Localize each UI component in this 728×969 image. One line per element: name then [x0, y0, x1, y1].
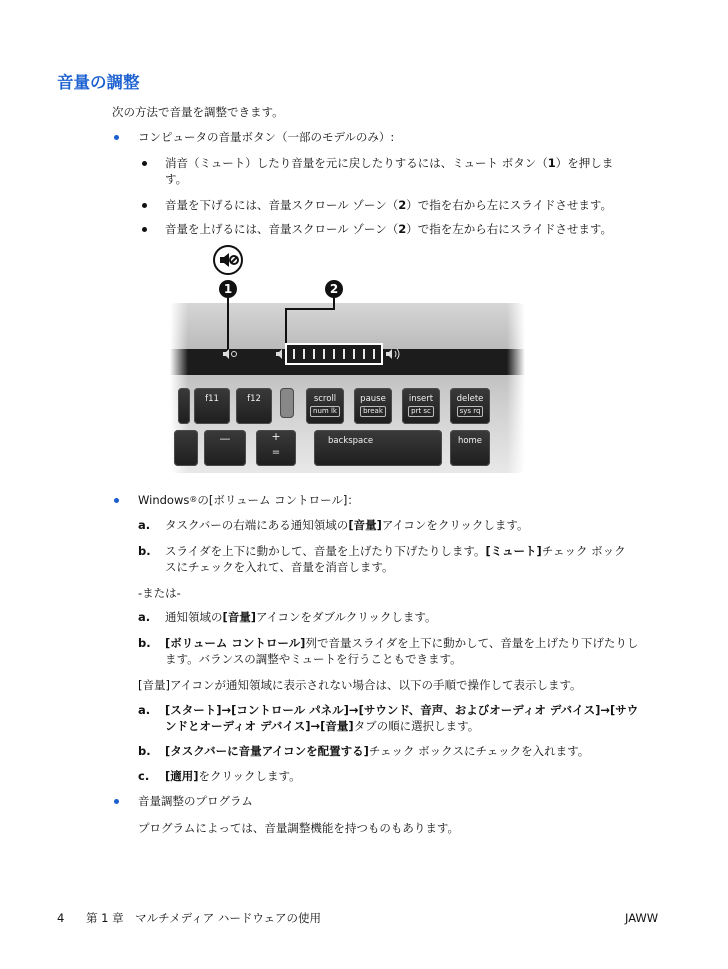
- bullet: [142, 161, 147, 166]
- bullet: [142, 227, 147, 232]
- key-minus: —: [204, 430, 246, 466]
- volume-down-instruction: 音量を下げるには、音量スクロール ゾーン（2）で指を右から左にスライドさせます。: [165, 198, 612, 212]
- step-label: b.: [138, 544, 151, 558]
- key-f11: f11: [194, 388, 230, 424]
- callout-2: 2: [325, 280, 343, 298]
- bullet: [142, 203, 147, 208]
- intro-text: 次の方法で音量を調整できます。: [112, 105, 284, 119]
- step-label: a.: [138, 703, 151, 717]
- note-text: [音量]アイコンが通知領域に表示されない場合は、以下の手順で操作して表示します。: [138, 678, 582, 692]
- step-text: [適用]をクリックします。: [165, 769, 301, 783]
- key-gap: [280, 388, 294, 418]
- section3-heading: 音量調整のプログラム: [138, 794, 253, 808]
- section3-text: プログラムによっては、音量調整機能を持つものもあります。: [138, 821, 459, 835]
- step-label: b.: [138, 636, 151, 650]
- step-text: [スタート]→[コントロール パネル]→[サウンド、音声、およびオーディオ デバイス]→[サウ ンドとオーディオ デバイス]→[音量]タブの順に選択します。: [165, 703, 639, 733]
- step-label: b.: [138, 744, 151, 758]
- speaker-low-icon: [275, 348, 285, 360]
- key-f12: f12: [236, 388, 272, 424]
- key-backspace: backspace: [314, 430, 442, 466]
- key-delete: delete sys rq: [450, 388, 490, 424]
- keyboard-figure: [170, 245, 525, 473]
- bullet: [114, 799, 119, 804]
- doc-code: JAWW: [625, 911, 659, 925]
- callout-1: 1: [219, 280, 237, 298]
- callout-line-2: [285, 308, 287, 345]
- step-label: a.: [138, 518, 151, 532]
- callout-line-2: [333, 298, 335, 308]
- callout-line-1: [227, 298, 229, 353]
- step-text: スライダを上下に動かして、音量を上げたり下げたりします。[ミュート]チェック ボック スにチェックを入れて、音量を消音します。: [165, 544, 626, 574]
- step-text: [タスクバーに音量アイコンを配置する]チェック ボックスにチェックを入れます。: [165, 744, 590, 758]
- page-number: 4: [57, 911, 65, 925]
- mute-button-icon: [213, 245, 243, 275]
- or-text: -または-: [138, 586, 181, 600]
- bullet: [114, 135, 119, 140]
- mute-speaker-icon: [222, 348, 238, 360]
- key-plus: + =: [256, 430, 296, 466]
- section1-heading: コンピュータの音量ボタン（一部のモデルのみ）:: [138, 130, 395, 144]
- key-partial: [174, 430, 198, 466]
- key-insert: insert prt sc: [402, 388, 440, 424]
- step-text: タスクバーの右端にある通知領域の[音量]アイコンをクリックします。: [165, 518, 529, 532]
- callout-line-2: [285, 308, 335, 310]
- section2-heading: Windows®の[ボリューム コントロール]：: [138, 493, 359, 507]
- key-scroll: scroll num lk: [306, 388, 344, 424]
- bullet: [114, 498, 119, 503]
- key-partial: [178, 388, 190, 424]
- volume-up-instruction: 音量を上げるには、音量スクロール ゾーン（2）で指を左から右にスライドさせます。: [165, 222, 612, 236]
- step-text: [ボリューム コントロール]列で音量スライダを上下に動かして、音量を上げたり下げたりし ます。バランスの調整やミュートを行うこともできます。: [165, 636, 639, 666]
- mute-instruction: 消音（ミュート）したり音量を元に戻したりするには、ミュート ボタン（1）を押しま す。: [165, 156, 614, 186]
- volume-scroll-zone: [285, 343, 383, 365]
- speaker-high-icon: [385, 348, 401, 360]
- chapter-title: 第 1 章 マルチメディア ハードウェアの使用: [86, 911, 321, 925]
- key-home: home: [450, 430, 490, 466]
- key-pause: pause break: [354, 388, 392, 424]
- page-title: 音量の調整: [57, 73, 140, 92]
- step-label: c.: [138, 769, 150, 783]
- step-text: 通知領域の[音量]アイコンをダブルクリックします。: [165, 610, 437, 624]
- step-label: a.: [138, 610, 151, 624]
